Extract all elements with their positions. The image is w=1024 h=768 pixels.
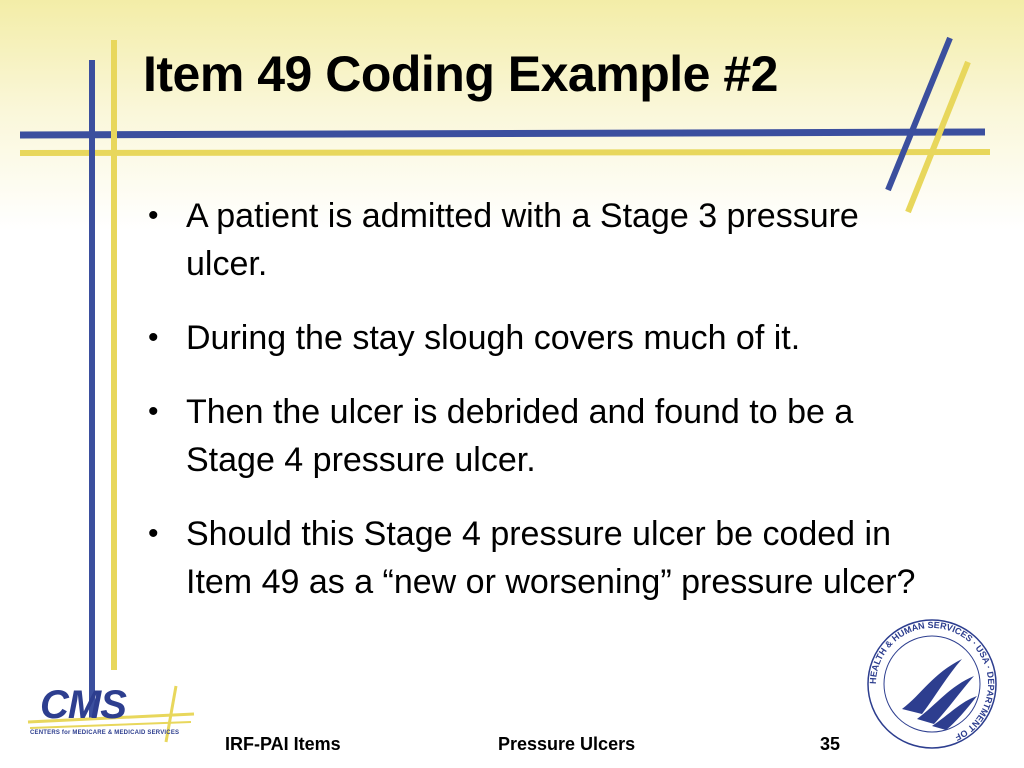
bullet-dot: • — [148, 517, 159, 550]
footer-center-text: Pressure Ulcers — [498, 734, 636, 754]
bullet-text: Should this Stage 4 pressure ulcer be coded in Item 49 as a “new or worsening” pressure ulcer? — [186, 515, 916, 601]
bullet-item — [148, 510, 928, 606]
bullet-text: During the stay slough covers much of it. — [186, 319, 801, 357]
hhs-seal-text: HEALTH & HUMAN SERVICES · USA · DEPARTMENT OF — [867, 619, 997, 743]
footer-left-text: IRF-PAI Items — [225, 734, 341, 754]
horizontal-yellow-line — [20, 152, 990, 153]
bullet-dot: • — [148, 321, 159, 354]
bullet-text: Then the ulcer is debrided and found to be a Stage 4 pressure ulcer. — [186, 393, 854, 479]
bullet-dot: • — [148, 199, 159, 232]
bullet-item — [148, 388, 928, 484]
bullet-text: A patient is admitted with a Stage 3 pressure ulcer. — [186, 197, 859, 283]
cms-logo-text: CMS — [40, 683, 126, 727]
horizontal-blue-line — [20, 132, 985, 135]
hhs-seal-icon — [862, 614, 1002, 754]
cms-logo-subtext: CENTERS for MEDICARE & MEDICAID SERVICES — [30, 730, 180, 736]
bullet-list — [148, 192, 928, 632]
bullet-item — [148, 192, 928, 288]
bullet-dot: • — [148, 395, 159, 428]
bullet-item — [148, 314, 928, 362]
slide-title: Item 49 Coding Example #2 — [143, 46, 778, 102]
page-number: 35 — [820, 734, 841, 754]
